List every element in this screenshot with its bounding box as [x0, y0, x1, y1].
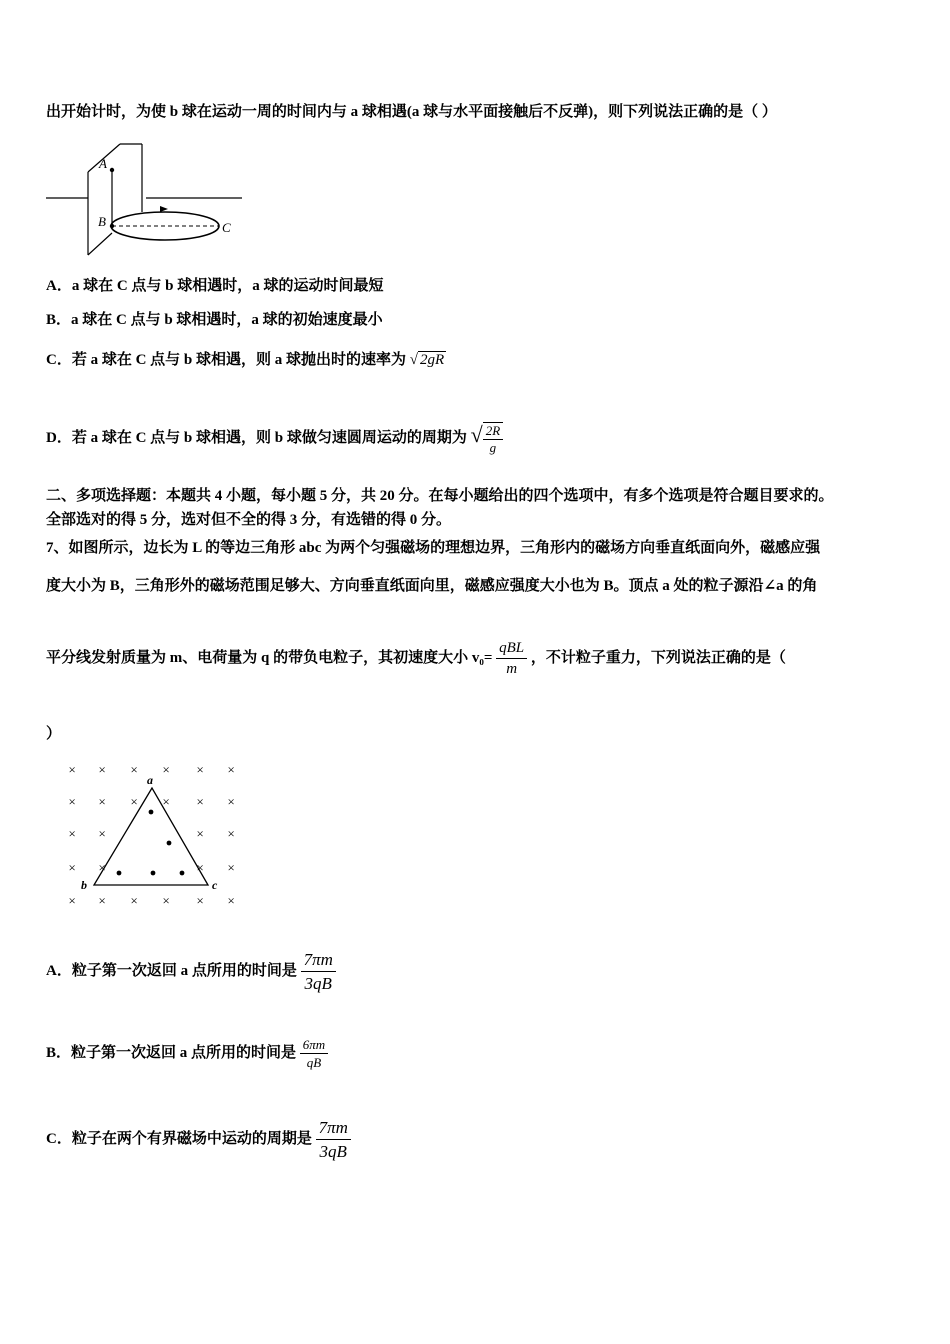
cross-marker: × [67, 762, 77, 777]
cross-marker: × [67, 893, 77, 908]
label-vertex-a: a [147, 773, 153, 787]
q7-option-c-text: C．粒子在两个有界磁场中运动的周期是 [46, 1131, 312, 1147]
section-2-line-2: 全部选对的得 5 分，选对但不全的得 3 分，有选错的得 0 分。 [46, 512, 452, 528]
cross-marker: × [161, 762, 171, 777]
cross-marker: × [195, 893, 205, 908]
label-vertex-c: c [212, 878, 218, 892]
cross-marker: × [97, 794, 107, 809]
label-point-c: C [222, 220, 231, 235]
q7-option-a-fraction: $\frac{7\pi m}{3qB}$ [301, 948, 336, 995]
section-2-heading [46, 484, 906, 532]
cross-marker: × [226, 794, 236, 809]
q6-option-c [46, 350, 446, 370]
q7-option-a [46, 944, 336, 998]
field-out-of-page-dots [117, 810, 185, 876]
cross-marker: × [226, 860, 236, 875]
q6-option-d-sqrt: √ [470, 422, 483, 447]
q7-v0-fraction: $\frac{\text{qBL}}{m}$ [496, 638, 527, 679]
dot-marker [117, 871, 122, 876]
dot-marker [149, 810, 154, 815]
q7-stem-line-3-post: ，不计粒子重力，下列说法正确的是（ [530, 650, 786, 666]
cross-marker: × [129, 794, 139, 809]
q7-option-b [46, 1028, 328, 1078]
q7-option-c-fraction: $\frac{7\pi m}{3qB}$ [316, 1116, 351, 1163]
q6-option-a: A．a 球在 C 点与 b 球相遇时，a 球的运动时间最短 [46, 278, 384, 294]
q7-stem-line-3 [46, 636, 786, 680]
question-stem-continuation: 出开始计时，为使 b 球在运动一周的时间内与 a 球相遇(a 球与水平面接触后不反弹)，则下列说法正确的是（ ） [46, 104, 777, 120]
cross-marker: × [161, 893, 171, 908]
cross-marker: × [226, 893, 236, 908]
q7-option-b-text: B．粒子第一次返回 a 点所用的时间是 [46, 1045, 297, 1061]
cross-marker: × [195, 860, 205, 875]
q7-stem-line-1: 7、如图所示，边长为 L 的等边三角形 abc 为两个匀强磁场的理想边界，三角形内的磁场方向垂直纸面向外，磁感应强 [46, 540, 821, 556]
cross-marker: × [129, 893, 139, 908]
q7-stem-line-2: 度大小为 B，三角形外的磁场范围足够大、方向垂直纸面向里，磁感应强度大小也为 B。顶点 a 处的粒子源沿∠a 的角 [46, 578, 818, 594]
label-point-b: B [98, 214, 106, 229]
cross-marker: × [67, 826, 77, 841]
cross-marker: × [97, 893, 107, 908]
cross-marker: × [161, 794, 171, 809]
cross-marker: × [195, 762, 205, 777]
cross-marker: × [195, 826, 205, 841]
dot-marker [151, 871, 156, 876]
q7-stem-line-3-pre: 平分线发射质量为 m、电荷量为 q 的带负电粒子，其初速度大小 v₀= [46, 650, 493, 666]
q7-stem-line-4: ） [46, 726, 62, 742]
q6-option-d [46, 416, 503, 457]
dot-marker [167, 841, 172, 846]
cross-marker: × [97, 762, 107, 777]
label-point-a: A [99, 156, 107, 171]
q6-option-c-text: C．若 a 球在 C 点与 b 球相遇，则 a 球抛出时的速率为 [46, 352, 407, 368]
q6-option-c-sqrt: √ 2gR [409, 352, 445, 368]
q7-option-c [46, 1112, 351, 1166]
figure-vertical-wall-diagram [46, 140, 246, 260]
cross-marker: × [67, 860, 77, 875]
section-2-line-1: 二、多项选择题：本题共 4 小题，每小题 5 分，共 20 分。在每小题给出的四个选项中，有多个选项是符合题目要求的。 [46, 488, 834, 504]
q7-option-b-fraction: $\frac{6\pi m}{qB}$ [300, 1036, 328, 1071]
cross-marker: × [67, 794, 77, 809]
cross-marker: × [97, 860, 107, 875]
cross-marker: × [195, 794, 205, 809]
q7-option-a-text: A．粒子第一次返回 a 点所用的时间是 [46, 963, 297, 979]
cross-marker: × [97, 826, 107, 841]
cross-marker: × [226, 762, 236, 777]
q6-option-d-text: D．若 a 球在 C 点与 b 球相遇，则 b 球做匀速圆周运动的周期为 [46, 430, 467, 446]
cross-marker: × [226, 826, 236, 841]
figure-triangle-magnetic-field [60, 760, 250, 910]
q6-option-d-fraction: $\frac{2R}{g}$ [483, 422, 503, 456]
dot-marker [180, 871, 185, 876]
cross-marker: × [129, 762, 139, 777]
q6-option-b: B．a 球在 C 点与 b 球相遇时，a 球的初始速度最小 [46, 312, 383, 328]
label-vertex-b: b [81, 878, 87, 892]
